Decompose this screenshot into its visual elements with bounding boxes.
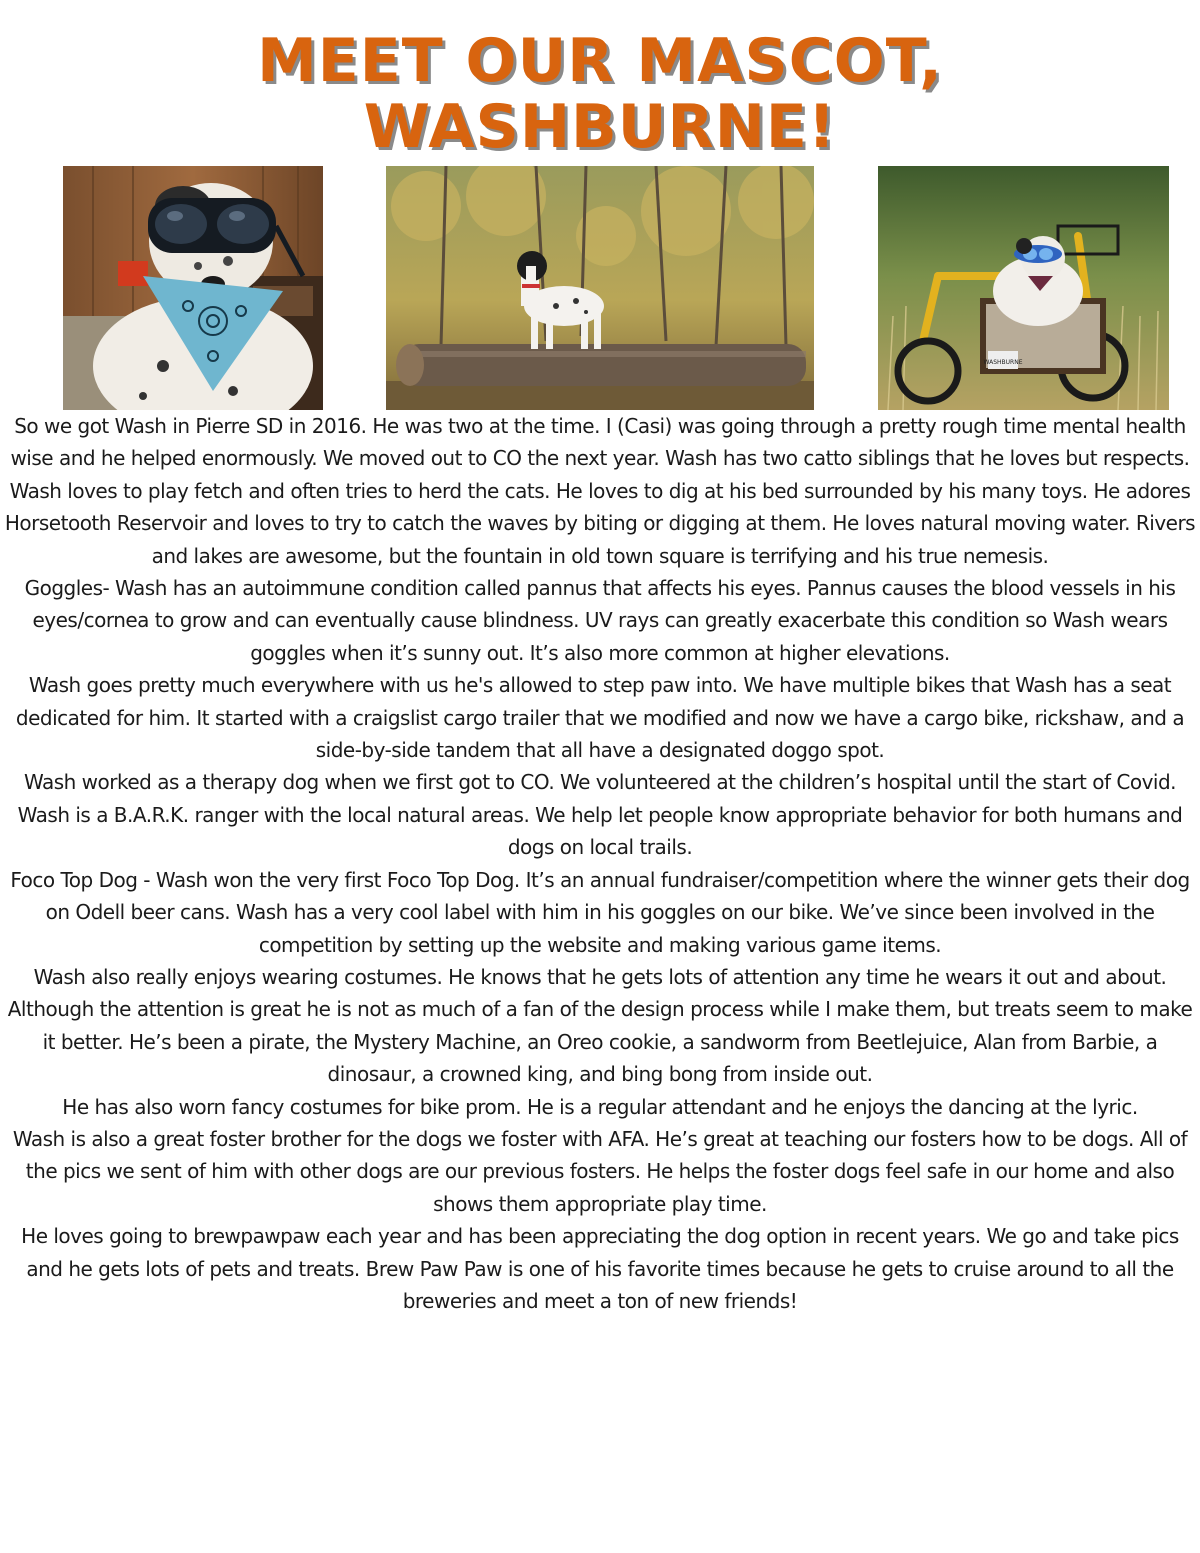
paragraph-costumes: Wash also really enjoys wearing costumes. He knows that he gets lots of attention any time he wears it out and about. Although the attention is great he is not as much of a fan of the design process while I make them, but treats seem to make it better. He’s been a pirate, the Mystery Machine, an Oreo cookie, a sandworm from Beetlejuice, Alan from Barbie, a dinosaur, a crowned king, and bing bong from inside out. bbox=[7, 964, 1193, 1087]
paragraph-therapy-dog: Wash worked as a therapy dog when we first got to CO. We volunteered at the children’s hospital until the start of Covid. bbox=[23, 770, 1177, 795]
paragraph-adoption: So we got Wash in Pierre SD in 2016. He was two at the time. I (Casi) was going through a pretty rough time mental health wise and he helped enormously. We moved out to CO the next year. Wash has two catto siblings that he loves but respects. bbox=[10, 414, 1190, 471]
dog-on-log-image bbox=[386, 166, 814, 410]
title-line-2: WASHBURNE! bbox=[363, 92, 837, 162]
paragraph-bikes: Wash goes pretty much everywhere with us he's allowed to step paw into. We have multiple bikes that Wash has a seat dedicated for him. It started with a craigslist cargo trailer that we modified and now we have a cargo bike, rickshaw, and a side-by-side tandem that all have a designated doggo spot. bbox=[15, 673, 1185, 763]
photo-dog-cargo-bike bbox=[878, 166, 1169, 410]
dog-cargo-bike-image bbox=[878, 166, 1169, 410]
photo-dog-on-log bbox=[386, 166, 814, 410]
paragraph-bike-prom: He has also worn fancy costumes for bike prom. He is a regular attendant and he enjoys the dancing at the lyric. bbox=[62, 1094, 1138, 1119]
story-text bbox=[0, 410, 1200, 1317]
paragraph-bark-ranger: Wash is a B.A.R.K. ranger with the local natural areas. We help let people know appropriate behavior for both humans and dogs on local trails. bbox=[17, 802, 1183, 860]
paragraph-hobbies: Wash loves to play fetch and often tries to herd the cats. He loves to dig at his bed surrounded by his many toys. He adores Horsetooth Reservoir and loves to try to catch the waves by biting or digging at them. He loves natural moving water. Rivers and lakes are awesome, but the fountain in old town square is terrifying and his true nemesis. bbox=[4, 478, 1196, 568]
bike-plate-text: WASHBURNE bbox=[983, 359, 1023, 366]
page-title bbox=[0, 28, 1200, 160]
title-line-1: MEET OUR MASCOT, bbox=[257, 26, 943, 96]
paragraph-foster-brother: Wash is also a great foster brother for the dogs we foster with AFA. He’s great at teaching our fosters how to be dogs. All of the pics we sent of him with other dogs are our previous fosters. He helps the foster dogs feel safe in our home and also shows them appropriate play time. bbox=[12, 1126, 1188, 1216]
paragraph-brewpawpaw: He loves going to brewpawpaw each year and has been appreciating the dog option in recent years. We go and take pics and he gets lots of pets and treats. Brew Paw Paw is one of his favorite times because he gets to cruise around to all the breweries and meet a ton of new friends! bbox=[21, 1224, 1179, 1313]
paragraph-top-dog: Foco Top Dog - Wash won the very first Foco Top Dog. It’s an annual fundraiser/competition where the winner gets their dog on Odell beer cans. Wash has a very cool label with him in his goggles on our bike. We’ve since been involved in the competition by setting up the website and making various game items. bbox=[10, 867, 1190, 957]
photo-dog-goggles-bandana bbox=[63, 166, 323, 410]
dog-goggles-bandana-image bbox=[63, 166, 323, 410]
paragraph-goggles: Goggles- Wash has an autoimmune condition called pannus that affects his eyes. Pannus causes the blood vessels in his eyes/cornea to grow and can eventually cause blindness. UV rays can greatly exacerbate this condition so Wash wears goggles when it’s sunny out. It’s also more common at higher elevations. bbox=[24, 576, 1176, 665]
